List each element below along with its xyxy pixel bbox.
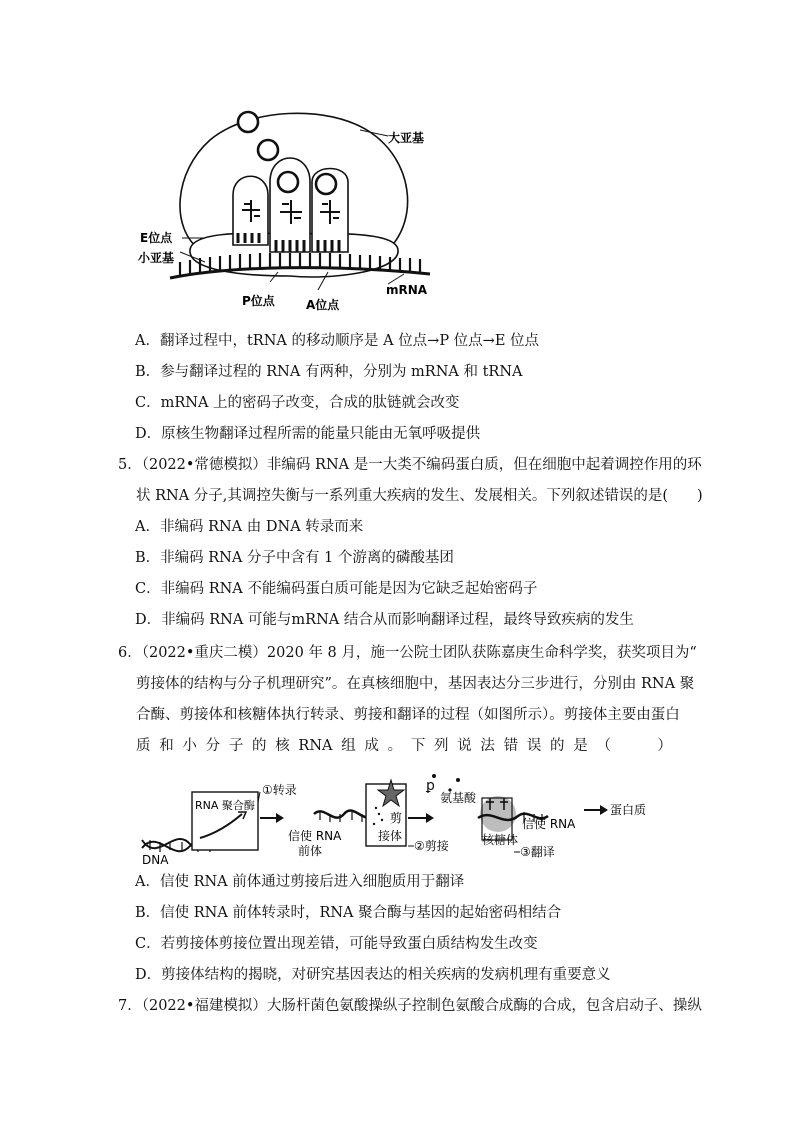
q6-stem-line3: 合酶、剪接体和核糖体执行转录、剪接和翻译的过程（如图所示）。剪接体主要由蛋白 — [136, 707, 680, 723]
q5-option-a: A．非编码 RNA 由 DNA 转录而来 — [135, 519, 364, 535]
label-mrna-fig2: 信使 RNA — [522, 817, 576, 831]
q5-option-d: D．非编码 RNA 可能与mRNA 结合从而影响翻译过程，最终导致疾病的发生 — [135, 612, 634, 628]
label-transcription: ①转录 — [262, 783, 297, 797]
label-dna: DNA — [142, 853, 169, 867]
label-mrna: mRNA — [386, 283, 428, 297]
label-e-site: E位点 — [140, 231, 173, 245]
label-rna-polymerase: RNA 聚合酶 — [195, 799, 255, 812]
label-pre-mrna-2: 前体 — [298, 844, 323, 858]
label-small-subunit: 小亚基 — [138, 251, 175, 265]
label-a-site: A位点 — [306, 298, 340, 312]
label-amino-acid: 氨基酸 — [440, 791, 477, 805]
q5-stem-line2: 状 RNA 分子,其调控失衡与一系列重大疾病的发生、发展相关。下列叙述错误的是( ) — [136, 488, 703, 504]
q7-stem-line1: 7．（2022•福建模拟）大肠杆菌色氨酸操纵子控制色氨酸合成酶的合成，包含启动子、操纵 — [118, 998, 702, 1014]
label-large-subunit: 大亚基 — [388, 131, 425, 145]
q6-option-c: C．若剪接体剪接位置出现差错，可能导致蛋白质结构发生改变 — [135, 936, 538, 952]
q6-stem-line1: 6．（2022•重庆二模）2020 年 8 月，施一公院士团队获陈嘉庚生命科学奖，获奖项目为“ — [118, 645, 697, 661]
label-splice-1: 剪 — [390, 811, 403, 825]
q6-stem-line4: 质 和 小 分 子 的 核 RNA 组 成 。 下 列 说 法 错 误 的 是 （ ） — [136, 738, 672, 754]
label-translation: ③翻译 — [520, 845, 555, 859]
label-splicing: ②剪接 — [414, 839, 449, 853]
q6-option-a: A．信使 RNA 前体通过剪接后进入细胞质用于翻译 — [135, 874, 465, 890]
q4-option-b: B．参与翻译过程的 RNA 有两种，分别为 mRNA 和 tRNA — [135, 364, 523, 380]
label-p-site: P位点 — [242, 294, 275, 308]
ribosome-diagram — [130, 100, 460, 318]
q6-stem-line2: 剪接体的结构与分子机理研究”。在真核细胞中，基因表达分三步进行，分别由 RNA 聚 — [136, 676, 695, 692]
gene-expression-diagram — [138, 768, 678, 868]
label-protein: 蛋白质 — [610, 803, 647, 817]
svg-text:ꝑ: ꝑ — [426, 778, 435, 794]
q4-option-a: A．翻译过程中，tRNA 的移动顺序是 A 位点→P 位点→E 位点 — [135, 333, 540, 349]
label-splice-2: 接体 — [378, 829, 403, 843]
label-ribosome: 核糖体 — [482, 833, 519, 847]
q6-option-b: B．信使 RNA 前体转录时，RNA 聚合酶与基因的起始密码相结合 — [135, 905, 562, 921]
q4-option-d: D．原核生物翻译过程所需的能量只能由无氧呼吸提供 — [135, 426, 481, 442]
q5-stem-line1: 5．（2022•常德模拟）非编码 RNA 是一大类不编码蛋白质，但在细胞中起着调控作用的环 — [118, 457, 702, 473]
q4-option-c: C．mRNA 上的密码子改变，合成的肽链就会改变 — [135, 395, 460, 411]
q5-option-b: B．非编码 RNA 分子中含有 1 个游离的磷酸基团 — [135, 550, 454, 566]
q5-option-c: C．非编码 RNA 不能编码蛋白质可能是因为它缺乏起始密码子 — [135, 581, 538, 597]
q6-option-d: D．剪接体结构的揭晓，对研究基因表达的相关疾病的发病机理有重要意义 — [135, 967, 611, 983]
label-pre-mrna-1: 信使 RNA — [288, 829, 342, 843]
